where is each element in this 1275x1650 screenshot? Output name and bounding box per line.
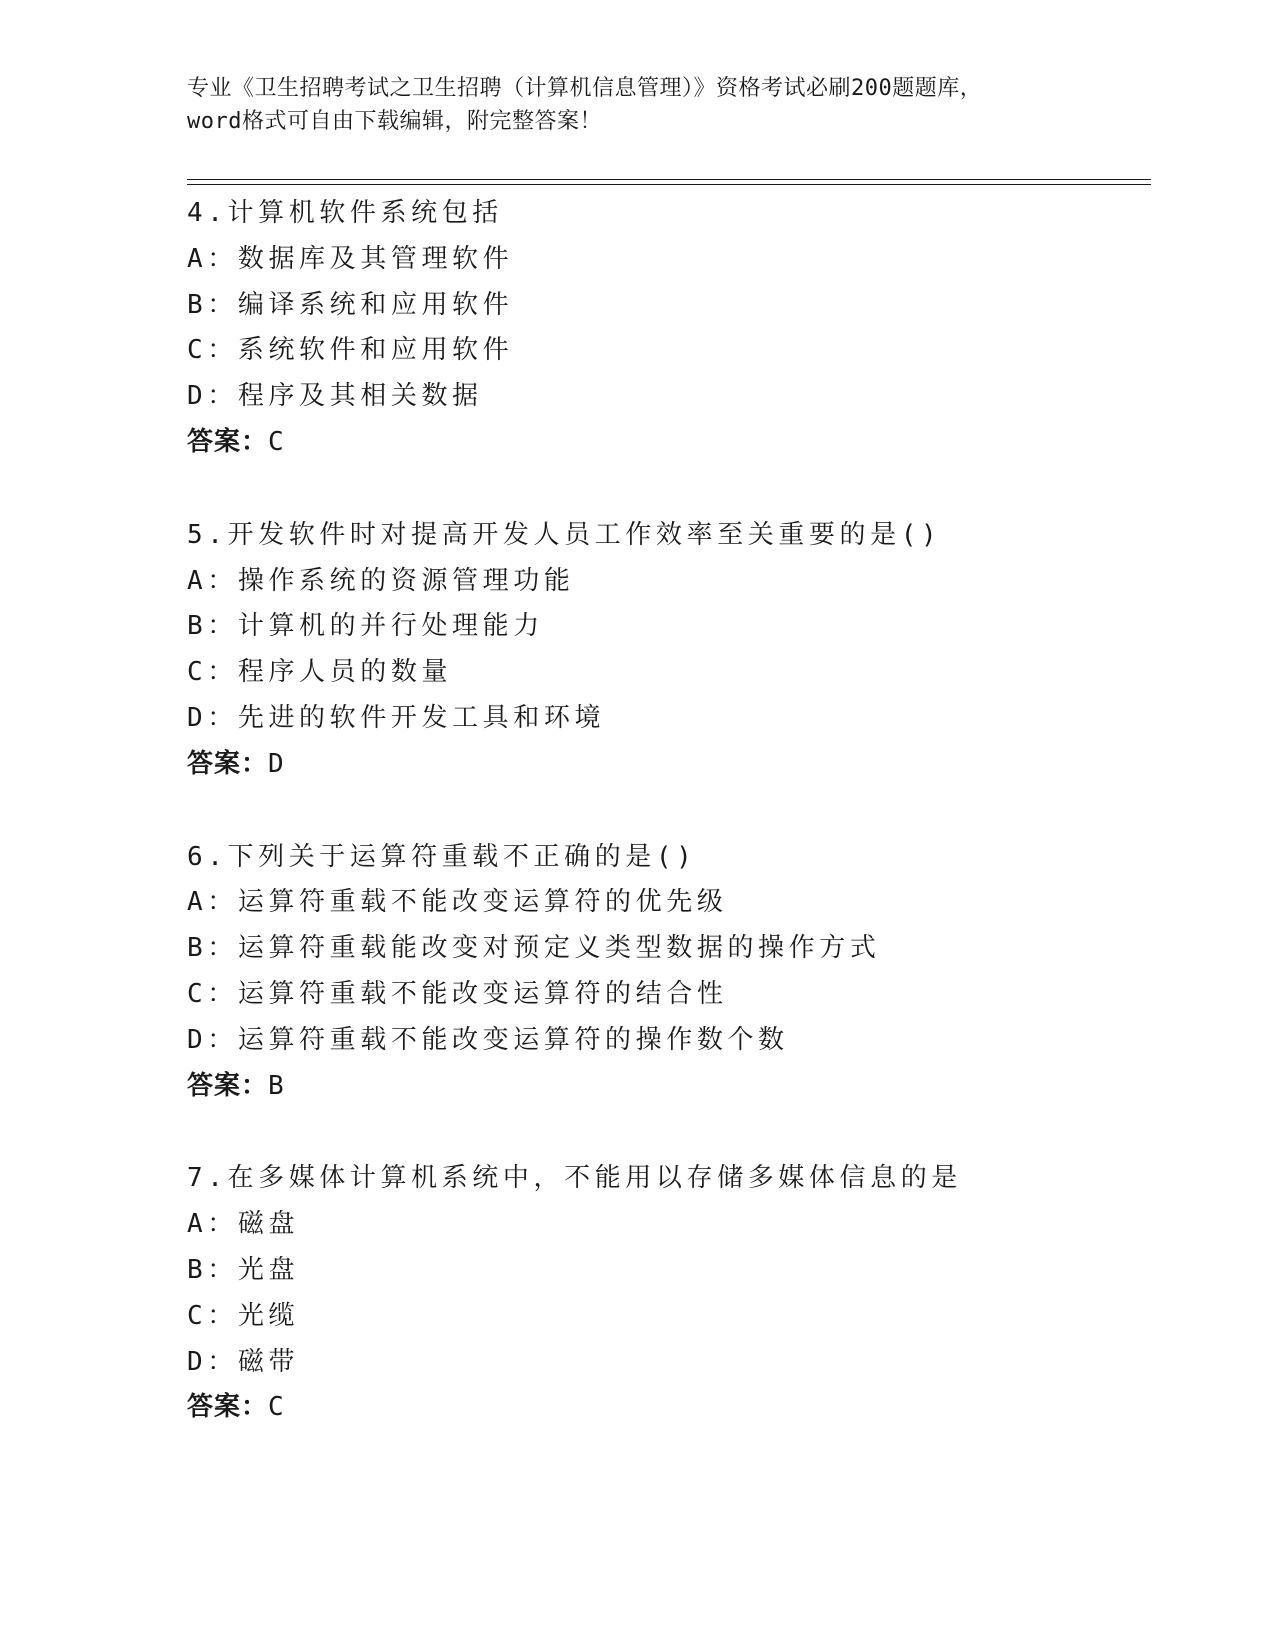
answer-line bbox=[187, 420, 1147, 466]
question-stem: 7.在多媒体计算机系统中，不能用以存储多媒体信息的是 bbox=[187, 1163, 962, 1194]
header-divider-top bbox=[187, 179, 1151, 180]
answer-value: C bbox=[268, 1392, 285, 1423]
answer-label: 答案： bbox=[187, 1070, 269, 1101]
option-c: C：程序人员的数量 bbox=[187, 657, 453, 688]
option-b: B：计算机的并行处理能力 bbox=[187, 611, 544, 642]
option-a: A：磁盘 bbox=[187, 1209, 300, 1240]
question-stem: 6.下列关于运算符重载不正确的是() bbox=[187, 841, 697, 872]
option-c: C：系统软件和应用软件 bbox=[187, 335, 514, 366]
header-divider-bottom bbox=[187, 184, 1151, 185]
header-line-2: word格式可自由下载编辑，附完整答案！ bbox=[187, 109, 602, 134]
header-line-1: 专业《卫生招聘考试之卫生招聘（计算机信息管理）》资格考试必刷200题题库， bbox=[187, 76, 983, 101]
option-d: D：先进的软件开发工具和环境 bbox=[187, 702, 606, 733]
option-a: A：数据库及其管理软件 bbox=[187, 243, 514, 274]
question-stem: 4.计算机软件系统包括 bbox=[187, 198, 503, 228]
option-b: B：光盘 bbox=[187, 1254, 300, 1285]
document-header bbox=[187, 72, 1107, 138]
answer-value: D bbox=[268, 748, 285, 779]
answer-label: 答案： bbox=[187, 1392, 269, 1423]
option-c: C：运算符重载不能改变运算符的结合性 bbox=[187, 978, 728, 1009]
option-d: D：运算符重载不能改变运算符的操作数个数 bbox=[187, 1024, 789, 1055]
question-item bbox=[187, 513, 1147, 788]
option-d: D：磁带 bbox=[187, 1346, 300, 1377]
option-b: B：编译系统和应用软件 bbox=[187, 289, 514, 320]
answer-line bbox=[187, 1385, 1147, 1431]
question-item bbox=[187, 191, 1147, 466]
answer-line bbox=[187, 742, 1147, 788]
option-c: C：光缆 bbox=[187, 1300, 300, 1331]
option-d: D：程序及其相关数据 bbox=[187, 381, 483, 412]
answer-line bbox=[187, 1064, 1147, 1110]
answer-value: C bbox=[268, 426, 285, 457]
answer-label: 答案： bbox=[187, 426, 269, 457]
option-a: A：操作系统的资源管理功能 bbox=[187, 565, 575, 596]
answer-label: 答案： bbox=[187, 748, 269, 779]
option-b: B：运算符重载能改变对预定义类型数据的操作方式 bbox=[187, 933, 881, 964]
question-stem: 5.开发软件时对提高开发人员工作效率至关重要的是() bbox=[187, 519, 942, 550]
question-list bbox=[187, 191, 1147, 1431]
answer-value: B bbox=[268, 1070, 285, 1101]
option-a: A：运算符重载不能改变运算符的优先级 bbox=[187, 887, 728, 918]
question-item bbox=[187, 835, 1147, 1110]
question-item bbox=[187, 1156, 1147, 1431]
